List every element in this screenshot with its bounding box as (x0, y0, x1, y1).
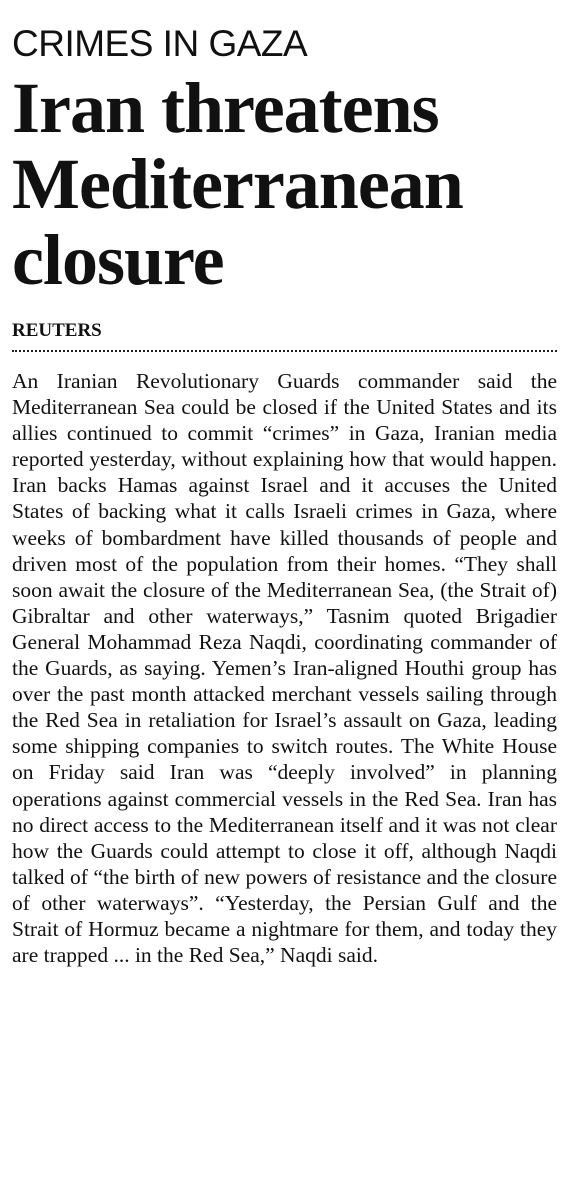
dotted-divider (12, 350, 557, 352)
article-body: An Iranian Revolutionary Guards commander said the Mediterranean Sea could be closed if the United States and its allies continued to commit “crimes” in Gaza, Iranian media reported yesterday, without explaining how that would happen. Iran backs Hamas against Israel and it accuses the United States of backing what it calls Israeli crimes in Gaza, where weeks of bombardment have killed thousands of people and driven most of the population from their homes. “They shall soon await the closure of the Mediterranean Sea, (the Strait of) Gibraltar and other waterways,” Tasnim quoted Brigadier General Mohammad Reza Naqdi, coordinating commander of the Guards, as saying. Yemen’s Iran-aligned Houthi group has over the past month attacked merchant vessels sailing through the Red Sea in retaliation for Israel’s assault on Gaza, leading some shipping companies to switch routes. The White House on Friday said Iran was “deeply involved” in planning operations against commercial vessels in the Red Sea. Iran has no direct access to the Mediterranean itself and it was not clear how the Guards could attempt to close it off, although Naqdi talked of “the birth of new powers of resistance and the closure of other waterways”. “Yesterday, the Persian Gulf and the Strait of Hormuz became a nightmare for them, and today they are trapped ... in the Red Sea,” Naqdi said. (12, 369, 557, 968)
byline: REUTERS (12, 320, 102, 341)
headline: Iran threatens Mediterranean closure (12, 68, 463, 300)
section-kicker: CRIMES IN GAZA (12, 23, 308, 64)
article (12, 0, 557, 968)
